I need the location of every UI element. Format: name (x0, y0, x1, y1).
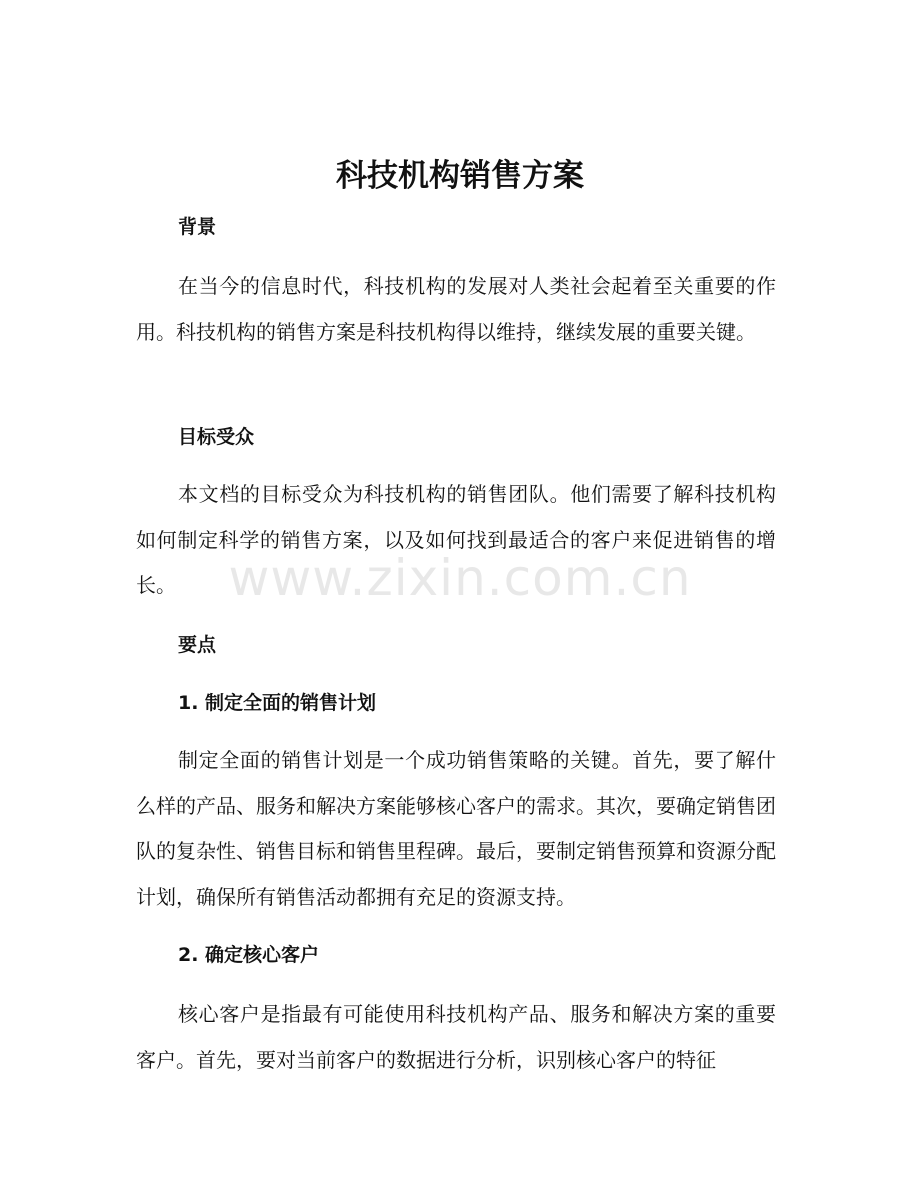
section-heading-sales-plan: 1. 制定全面的销售计划 (178, 692, 377, 714)
section-heading-audience: 目标受众 (178, 426, 255, 448)
section-paragraph-audience: 本文档的目标受众为科技机构的销售团队。他们需要了解科技机构如何制定科学的销售方案，以及如何找到最适合的客户来促进销售的增长。 (136, 482, 776, 597)
section-paragraph-background: 在当今的信息时代，科技机构的发展对人类社会起着至关重要的作用。科技机构的销售方案是科技机构得以维持，继续发展的重要关键。 (136, 274, 776, 344)
section-paragraph-sales-plan: 制定全面的销售计划是一个成功销售策略的关键。首先，要了解什么样的产品、服务和解决方案能够核心客户的需求。其次，要确定销售团队的复杂性、销售目标和销售里程碑。最后，要制定销售预算和资源分配计划，确保所有销售活动都拥有充足的资源支持。 (136, 748, 776, 909)
section-heading-background: 背景 (178, 216, 217, 238)
section-heading-core-customers: 2. 确定核心客户 (178, 944, 320, 966)
watermark: www.zixin.com.cn (228, 549, 692, 607)
section-paragraph-core-customers: 核心客户是指最有可能使用科技机构产品、服务和解决方案的重要客户。首先，要对当前客户的数据进行分析，识别核心客户的特征 (136, 1002, 776, 1072)
document-title: 科技机构销售方案 (336, 158, 584, 194)
section-heading-key-points: 要点 (178, 634, 217, 656)
